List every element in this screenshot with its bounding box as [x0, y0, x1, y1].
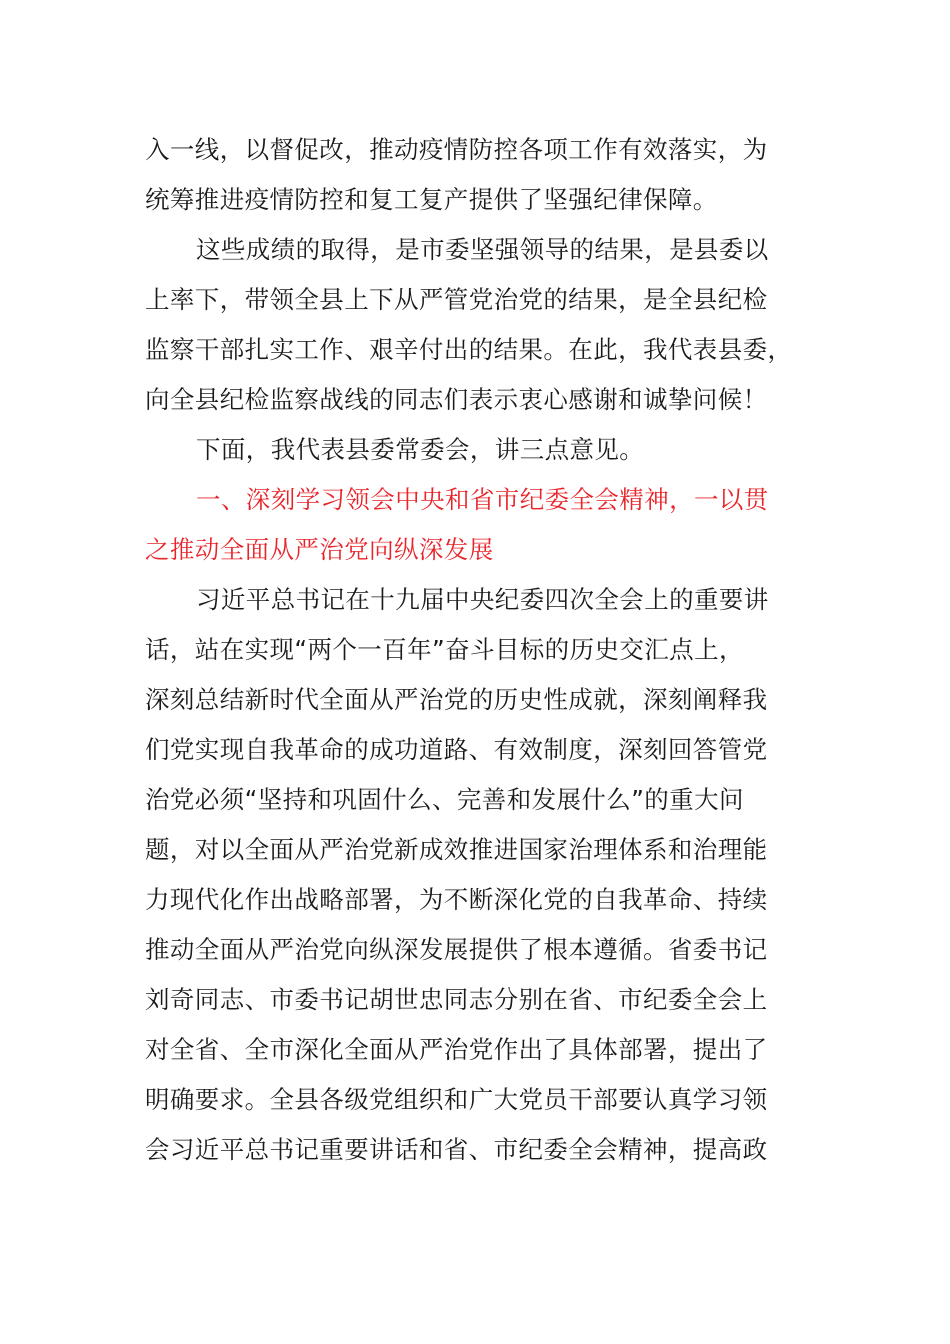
paragraph-4-line-3: 深刻总结新时代全面从严治党的历史性成就，深刻阐释我: [145, 685, 768, 714]
paragraph-1-line-2: 统筹推进疫情防控和复工复产提供了坚强纪律保障。: [145, 185, 718, 214]
paragraph-3-line-1: 下面，我代表县委常委会，讲三点意见。: [196, 435, 645, 464]
section-heading-line-1: 一、深刻学习领会中央和省市纪委全会精神，一以贯: [196, 485, 769, 514]
paragraph-4-line-11: 明确要求。全县各级党组织和广大党员干部要认真学习领: [145, 1085, 768, 1114]
paragraph-4-line-5: 治党必须“坚持和巩固什么、完善和发展什么”的重大问: [145, 785, 744, 814]
section-heading-line-2: 之推动全面从严治党向纵深发展: [145, 535, 494, 564]
paragraph-4-line-12: 会习近平总书记重要讲话和省、市纪委全会精神，提高政: [145, 1135, 768, 1164]
paragraph-4-line-7: 力现代化作出战略部署，为不断深化党的自我革命、持续: [145, 885, 768, 914]
paragraph-4-line-6: 题，对以全面从严治党新成效推进国家治理体系和治理能: [145, 835, 768, 864]
paragraph-2-line-1: 这些成绩的取得，是市委坚强领导的结果，是县委以: [196, 235, 769, 264]
paragraph-1-line-1: 入一线，以督促改，推动疫情防控各项工作有效落实，为: [145, 135, 768, 164]
paragraph-2-line-4: 向全县纪检监察战线的同志们表示衷心感谢和诚挚问候！: [145, 385, 768, 414]
paragraph-4-line-4: 们党实现自我革命的成功道路、有效制度，深刻回答管党: [145, 735, 768, 764]
paragraph-4-line-8: 推动全面从严治党向纵深发展提供了根本遵循。省委书记: [145, 935, 768, 964]
paragraph-4-line-10: 对全省、全市深化全面从严治党作出了具体部署，提出了: [145, 1035, 768, 1064]
paragraph-2-line-3: 监察干部扎实工作、艰辛付出的结果。在此，我代表县委，: [145, 335, 793, 364]
paragraph-4-line-9: 刘奇同志、市委书记胡世忠同志分别在省、市纪委全会上: [145, 985, 768, 1014]
paragraph-2-line-2: 上率下，带领全县上下从严管党治党的结果，是全县纪检: [145, 285, 768, 314]
paragraph-4-line-1: 习近平总书记在十九届中央纪委四次全会上的重要讲: [196, 585, 769, 614]
paragraph-4-line-2: 话，站在实现“两个一百年”奋斗目标的历史交汇点上，: [145, 635, 744, 664]
